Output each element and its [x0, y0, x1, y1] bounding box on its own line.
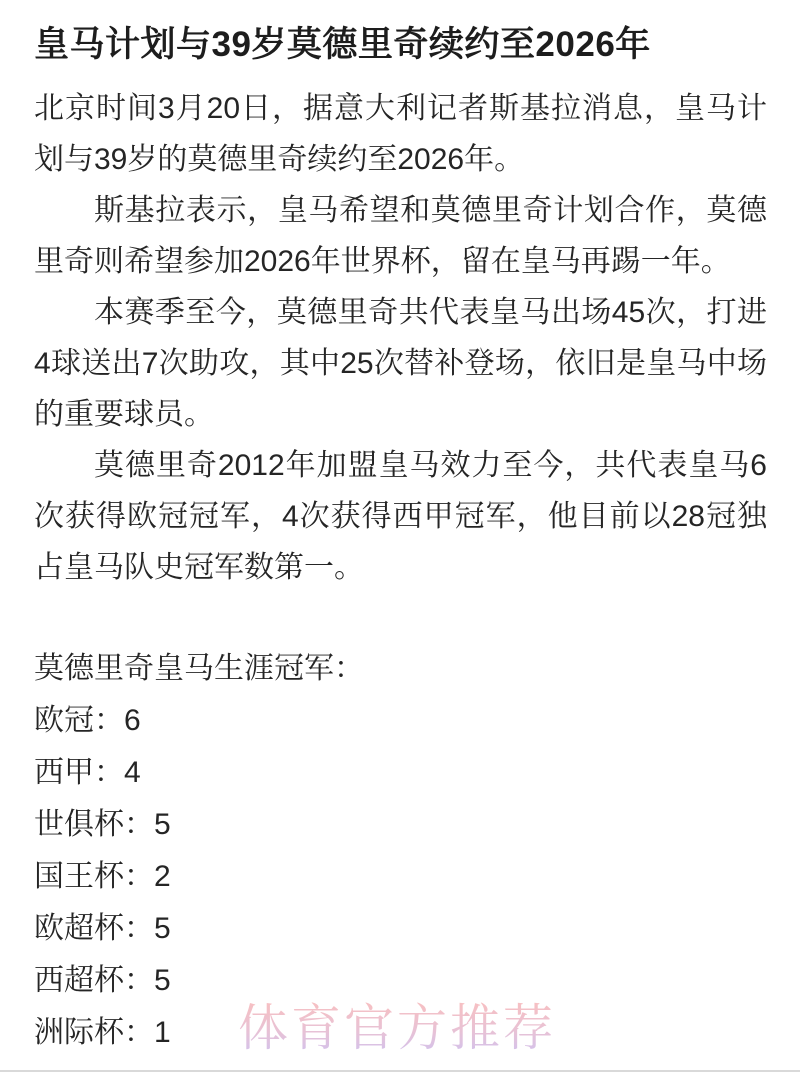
trophy-count: 2 — [154, 860, 171, 893]
trophy-count: 1 — [154, 1016, 171, 1049]
trophy-item — [34, 1007, 767, 1059]
trophy-separator: ： — [94, 704, 124, 737]
trophy-count: 5 — [154, 808, 171, 841]
paragraph: 斯基拉表示，皇马希望和莫德里奇计划合作，莫德里奇则希望参加2026年世界杯，留在皇马再踢一年。 — [34, 194, 767, 278]
trophy-item — [34, 955, 767, 1007]
trophy-count: 4 — [124, 756, 141, 789]
watermark: 体育官方推荐 — [238, 999, 556, 1057]
trophy-count: 6 — [124, 704, 141, 737]
bottom-divider — [0, 1070, 800, 1072]
trophy-label: 欧超杯 — [34, 912, 124, 945]
trophy-list-heading: 莫德里奇皇马生涯冠军： — [34, 652, 364, 685]
paragraph: 本赛季至今，莫德里奇共代表皇马出场45次，打进4球送出7次助攻，其中25次替补登场，依旧是皇马中场的重要球员。 — [34, 296, 767, 431]
trophy-separator: ： — [124, 1016, 154, 1049]
paragraph: 北京时间3月20日，据意大利记者斯基拉消息，皇马计划与39岁的莫德里奇续约至2026年。 — [34, 92, 767, 176]
trophy-label: 国王杯 — [34, 860, 124, 893]
trophy-count: 5 — [154, 912, 171, 945]
trophy-separator: ： — [94, 756, 124, 789]
trophy-separator: ： — [124, 860, 154, 893]
trophy-count: 5 — [154, 964, 171, 997]
trophy-item — [34, 747, 767, 799]
trophy-label: 西超杯 — [34, 964, 124, 997]
trophy-item — [34, 695, 767, 747]
trophy-list — [34, 695, 767, 1059]
trophy-label: 洲际杯 — [34, 1016, 124, 1049]
trophy-label: 西甲 — [34, 756, 94, 789]
paragraph: 莫德里奇2012年加盟皇马效力至今，共代表皇马6次获得欧冠冠军，4次获得西甲冠军，他目前以28冠独占皇马队史冠军数第一。 — [34, 449, 767, 584]
trophy-item — [34, 799, 767, 851]
trophy-label: 欧冠 — [34, 704, 94, 737]
trophy-label: 世俱杯 — [34, 808, 124, 841]
trophy-separator: ： — [124, 808, 154, 841]
page-title: 皇马计划与39岁莫德里奇续约至2026年 — [34, 25, 651, 64]
trophy-section — [34, 643, 767, 1059]
trophy-separator: ： — [124, 912, 154, 945]
trophy-item — [34, 851, 767, 903]
trophy-item — [34, 903, 767, 955]
article-body — [34, 83, 767, 593]
trophy-separator: ： — [124, 964, 154, 997]
